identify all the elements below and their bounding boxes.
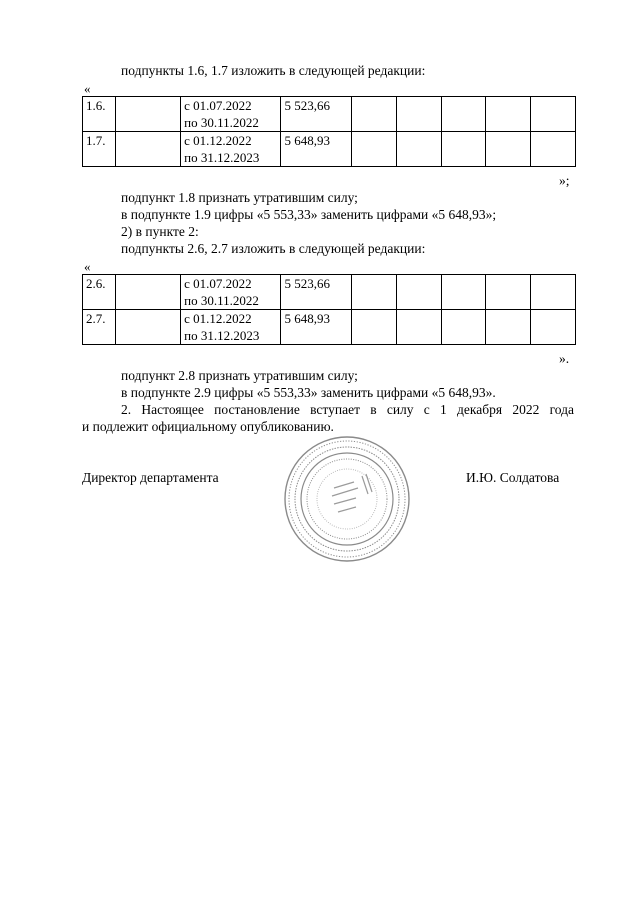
empty-cell — [531, 310, 576, 345]
publication-paragraph: и подлежит официальному опубликованию. — [82, 419, 334, 434]
empty-cell — [116, 132, 181, 167]
row-number: 2.7. — [83, 310, 116, 345]
empty-cell — [116, 97, 181, 132]
empty-cell — [531, 132, 576, 167]
empty-cell — [441, 132, 486, 167]
quote-close-1: »; — [559, 173, 570, 188]
quote-open-2: « — [84, 259, 91, 274]
empty-cell — [351, 275, 396, 310]
table-row — [83, 275, 576, 310]
section1-para1: подпункт 1.8 признать утратившим силу; — [121, 190, 358, 205]
section1-para3: 2) в пункте 2: — [121, 224, 199, 239]
empty-cell — [486, 97, 531, 132]
value-cell: 5 648,93 — [281, 132, 351, 167]
section1-intro: подпункты 1.6, 1.7 изложить в следующей редакции: — [121, 63, 426, 78]
empty-cell — [441, 275, 486, 310]
row-number: 2.6. — [83, 275, 116, 310]
amendment-table-1 — [82, 96, 576, 167]
signatory-position: Директор департамента — [82, 470, 219, 485]
period-cell: с 01.12.2022 по 31.12.2023 — [181, 310, 281, 345]
table-row — [83, 132, 576, 167]
quote-open-1: « — [84, 81, 91, 96]
empty-cell — [531, 275, 576, 310]
effective-date-paragraph: 2. Настоящее постановление вступает в силу с 1 декабря 2022 года — [121, 402, 574, 417]
empty-cell — [396, 97, 441, 132]
row-number: 1.7. — [83, 132, 116, 167]
official-seal-stamp — [282, 434, 412, 564]
period-cell: с 01.07.2022 по 30.11.2022 — [181, 97, 281, 132]
section2-para1: подпункт 2.8 признать утратившим силу; — [121, 368, 358, 383]
period-cell: с 01.07.2022 по 30.11.2022 — [181, 275, 281, 310]
empty-cell — [441, 97, 486, 132]
empty-cell — [351, 132, 396, 167]
section2-para2: в подпункте 2.9 цифры «5 553,33» заменить цифрами «5 648,93». — [121, 385, 496, 400]
empty-cell — [441, 310, 486, 345]
empty-cell — [396, 132, 441, 167]
quote-close-2: ». — [559, 351, 570, 366]
empty-cell — [396, 310, 441, 345]
row-number: 1.6. — [83, 97, 116, 132]
section2-intro: подпункты 2.6, 2.7 изложить в следующей редакции: — [121, 241, 426, 256]
section1-para2: в подпункте 1.9 цифры «5 553,33» заменить цифрами «5 648,93»; — [121, 207, 497, 222]
empty-cell — [116, 310, 181, 345]
table-row — [83, 97, 576, 132]
signatory-name: И.Ю. Солдатова — [466, 470, 560, 485]
amendment-table-2 — [82, 274, 576, 345]
empty-cell — [486, 275, 531, 310]
empty-cell — [351, 310, 396, 345]
empty-cell — [531, 97, 576, 132]
value-cell: 5 648,93 — [281, 310, 351, 345]
value-cell: 5 523,66 — [281, 275, 351, 310]
empty-cell — [486, 132, 531, 167]
empty-cell — [396, 275, 441, 310]
empty-cell — [351, 97, 396, 132]
period-cell: с 01.12.2022 по 31.12.2023 — [181, 132, 281, 167]
empty-cell — [116, 275, 181, 310]
table-row — [83, 310, 576, 345]
value-cell: 5 523,66 — [281, 97, 351, 132]
empty-cell — [486, 310, 531, 345]
